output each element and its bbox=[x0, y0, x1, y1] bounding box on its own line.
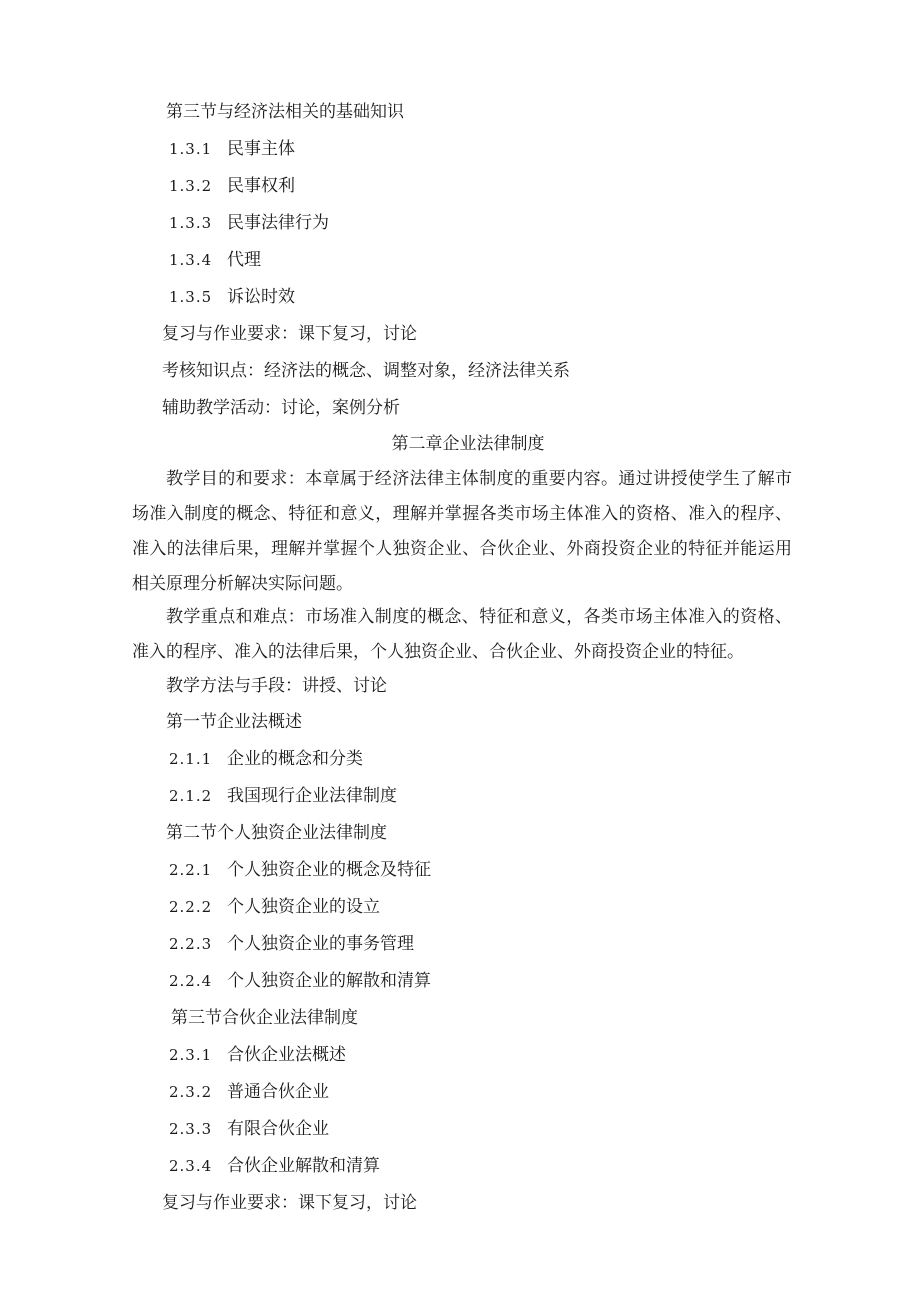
teaching-methods: 教学方法与手段：讲授、讨论 bbox=[166, 676, 387, 696]
item-text: 有限合伙企业 bbox=[227, 1119, 329, 1139]
item-number: 1.3.5 bbox=[169, 288, 213, 306]
item-number: 1.3.4 bbox=[169, 251, 213, 269]
list-item bbox=[169, 286, 295, 308]
list-item bbox=[169, 249, 261, 271]
item-number: 2.3.2 bbox=[169, 1083, 213, 1101]
auxiliary-activities: 辅助教学活动：讨论，案例分析 bbox=[162, 398, 400, 418]
item-number: 1.3.3 bbox=[169, 214, 213, 232]
review-requirement: 复习与作业要求：课下复习，讨论 bbox=[162, 1193, 417, 1213]
list-item bbox=[169, 748, 363, 770]
item-number: 2.2.2 bbox=[169, 898, 213, 916]
list-item bbox=[169, 1155, 380, 1177]
list-item bbox=[169, 175, 295, 197]
objectives-paragraph: 教学目的和要求：本章属于经济法律主体制度的重要内容。通过讲授使学生了解市场准入制度的概念、特征和意义，理解并掌握各类市场主体准入的资格、准入的程序、准入的法律后果，理解并掌握个人独资企业、合伙企业、外商投资企业的特征并能运用相关原理分析解决实际问题。 bbox=[132, 469, 792, 594]
review-requirement: 复习与作业要求：课下复习，讨论 bbox=[162, 324, 417, 344]
list-item bbox=[169, 859, 431, 881]
section-title: 第二节个人独资企业法律制度 bbox=[166, 823, 387, 843]
item-text: 个人独资企业的解散和清算 bbox=[227, 971, 431, 991]
item-number: 2.2.4 bbox=[169, 972, 213, 990]
assessment-points: 考核知识点：经济法的概念、调整对象，经济法律关系 bbox=[162, 361, 570, 381]
item-number: 2.3.3 bbox=[169, 1120, 213, 1138]
list-item bbox=[169, 212, 329, 234]
item-number: 2.1.2 bbox=[169, 787, 213, 805]
list-item bbox=[169, 1044, 346, 1066]
list-item bbox=[169, 785, 397, 807]
item-number: 2.3.1 bbox=[169, 1046, 213, 1064]
section-title: 第三节与经济法相关的基础知识 bbox=[166, 102, 404, 122]
item-text: 民事法律行为 bbox=[227, 213, 329, 233]
item-text: 代理 bbox=[227, 250, 261, 270]
item-text: 民事权利 bbox=[227, 176, 295, 196]
list-item bbox=[169, 1081, 329, 1103]
item-text: 我国现行企业法律制度 bbox=[227, 786, 397, 806]
item-number: 2.2.3 bbox=[169, 935, 213, 953]
item-text: 企业的概念和分类 bbox=[227, 749, 363, 769]
chapter-title: 第二章企业法律制度 bbox=[391, 434, 545, 454]
list-item bbox=[169, 1118, 329, 1140]
item-text: 合伙企业解散和清算 bbox=[227, 1156, 380, 1176]
item-text: 诉讼时效 bbox=[227, 287, 295, 307]
list-item bbox=[169, 970, 431, 992]
item-number: 2.3.4 bbox=[169, 1157, 213, 1175]
item-text: 个人独资企业的概念及特征 bbox=[227, 860, 431, 880]
keypoints-paragraph: 教学重点和难点：市场准入制度的概念、特征和意义，各类市场主体准入的资格、准入的程序、准入的法律后果，个人独资企业、合伙企业、外商投资企业的特征。 bbox=[132, 607, 792, 662]
item-text: 个人独资企业的事务管理 bbox=[227, 934, 414, 954]
section-title: 第三节合伙企业法律制度 bbox=[171, 1008, 358, 1028]
item-number: 1.3.1 bbox=[169, 140, 213, 158]
item-text: 个人独资企业的设立 bbox=[227, 897, 380, 917]
section-title: 第一节企业法概述 bbox=[166, 712, 302, 732]
item-text: 民事主体 bbox=[227, 139, 295, 159]
list-item bbox=[169, 138, 295, 160]
item-number: 1.3.2 bbox=[169, 177, 213, 195]
list-item bbox=[169, 896, 380, 918]
list-item bbox=[169, 933, 414, 955]
item-text: 普通合伙企业 bbox=[227, 1082, 329, 1102]
item-number: 2.1.1 bbox=[169, 750, 213, 768]
item-number: 2.2.1 bbox=[169, 861, 213, 879]
item-text: 合伙企业法概述 bbox=[227, 1045, 346, 1065]
